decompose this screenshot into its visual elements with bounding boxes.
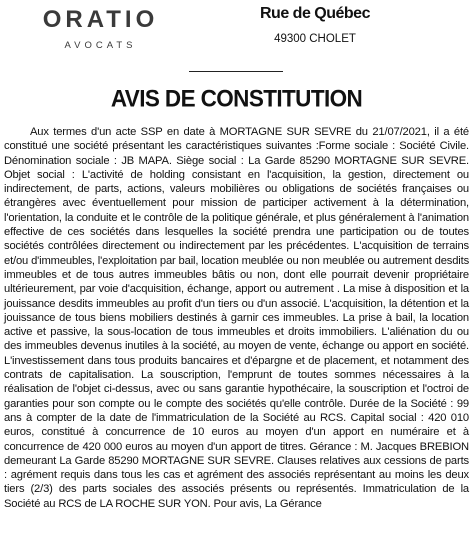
logo-tagline: AVOCATS [64,40,137,51]
logo-wordmark: ORATIO [42,6,159,33]
address-street: Rue de Québec [260,5,370,22]
notice-title: AVIS DE CONSTITUTION [110,84,363,112]
address-city: 49300 CHOLET [274,33,356,45]
address-block [250,4,380,47]
notice-header [0,0,473,62]
header-divider [189,71,283,72]
oratio-logo [28,6,173,51]
notice-body: Aux termes d'un acte SSP en date à MORTAGNE SUR SEVRE du 21/07/2021, il a été constitué une société présentant les caractéristiques suivantes :Forme sociale : Société Civile. Dénomination sociale : JB MAPA. Siège social : La Garde 85290 MORTAGNE SUR SEVRE. Objet social : L'activité de holding consistant en l'acquisition, la gestion, directement ou indirectement, de parts, actions, valeurs mobilières ou obligations de sociétés françaises ou étrangères avec éventuellement pour mission de participer activement à la détermination, l'orientation, la conduite et le contrôle de la politique générale, et plus généralement à l'animation effective de ces sociétés dans lesquelles la société prendra une participation ou de toutes sociétés contrôlées directement ou indirectement par les précédentes. L'acquisition de terrains et/ou d'immeubles, l'exploitation par bail, location meublée ou non meublée ou autrement desdits immeubles et de tous autres immeubles bâtis ou non, dont elle pourrait devenir propriétaire ultérieurement, par voie d'acquisition, échange, apport ou autrement . La mise à disposition et la jouissance desdits immeubles au profit d'un tiers ou d'un associé. L'acquisition, la détention et la jouissance de tous biens mobiliers destinés à garnir ces immeubles. La prise à bail, la location active et passive, la sous-location de tous immeubles et droits immobiliers. L'aliénation du ou des immeubles devenus inutiles à la société, au moyen de vente, échange ou apport en société. L'investissement dans tous produits bancaires et d'épargne et de placement, et notamment des contrats de capitalisation. La souscription, l'emprunt de toutes sommes nécessaires à la réalisation de l'objet ci-dessus, avec ou sans garantie hypothécaire, la souscription et l'octroi de garanties pour son compte ou le compte des sociétés qu'elle contrôle. Durée de la Société : 99 ans à compter de la date de l'immatriculation de la Société au RCS. Capital social : 420 010 euros, constitué à concurrence de 10 euros au moyen d'un apport en numéraire et à concurrence de 420 000 euros au moyen d'un apport de titres. Gérance : M. Jacques BREBION demeurant La Garde 85290 MORTAGNE SUR SEVRE. Clauses relatives aux cessions de parts : agrément requis dans tous les cas et agrément des associés représentant au moins les deux tiers (2/3) des parts sociales des associés présents ou représentés. Immatriculation de la Société au RCS de LA ROCHE SUR YON. Pour avis, La Gérance [4,126,470,510]
